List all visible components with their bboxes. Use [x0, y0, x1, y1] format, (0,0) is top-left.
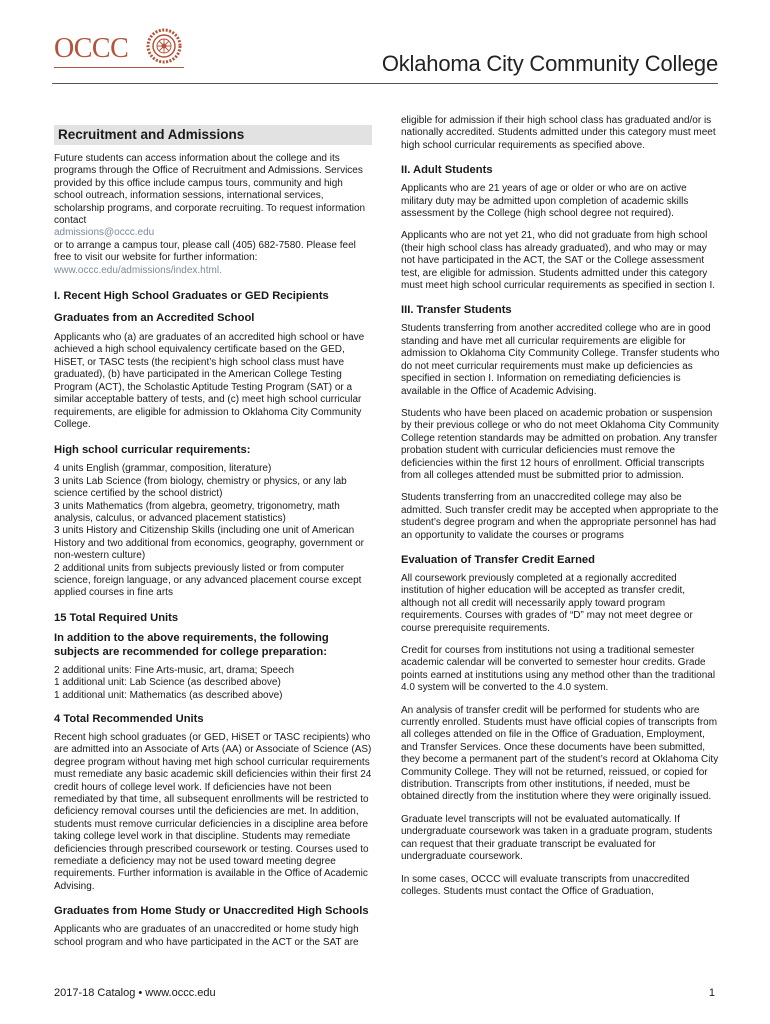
list-item: 2 additional units: Fine Arts-music, art, drama; Speech	[54, 664, 295, 676]
page-title: Oklahoma City Community College	[381, 51, 718, 76]
page-number: 1	[708, 987, 715, 999]
heading-recommended-intro: In addition to the above requirements, the following subjects are recommended for college preparation:	[54, 631, 329, 658]
heading-recent-graduates: I. Recent High School Graduates or GED Recipients	[54, 290, 329, 303]
evaluation-paragraph-2: Credit for courses from institutions not using a traditional semester academic calendar will be converted to semester hour credits. Grade points earned at institutions using any method other than the traditional 4.0 system will be converted to the 4.0 system.	[401, 645, 716, 694]
left-column	[54, 113, 372, 949]
heading-adult-students: II. Adult Students	[401, 164, 493, 177]
heading-curricular-requirements: High school curricular requirements:	[54, 444, 251, 457]
adult-paragraph-1: Applicants who are 21 years of age or older or who are on active military duty may be admitted upon completion of academic skills assessment by the College (high school degree not required).	[401, 183, 689, 220]
home-study-paragraph: Applicants who are graduates of an unaccredited or home study high school program and who have participated in the ACT or the SAT are	[54, 924, 359, 948]
list-item: 1 additional unit: Mathematics (as described above)	[54, 689, 283, 701]
transfer-paragraph-3: Students transferring from an unaccredited college may also be admitted. Such transfer credit may be accepted when appropriate to the student’s degree program and when the appropriate personnel has had an opportunity to validate the courses or programs	[401, 492, 719, 541]
admissions-website-link[interactable]: www.occc.edu/admissions/index.html.	[54, 264, 222, 276]
list-item: 3 units Mathematics (from algebra, geometry, trigonometry, math analysis, calculus, or advanced placement statistics)	[54, 500, 340, 524]
intro-paragraph: Future students can access information about the college and its programs through the Office of Recruitment and Admissions. Services provided by this office include campus tours, community and high school outreach, information sessions, international services, scholarship programs, and corporate recruiting. To request information contact	[54, 153, 366, 227]
tour-paragraph: or to arrange a campus tour, please call (405) 682-7580. Please feel free to visit our website for further information:	[54, 239, 356, 264]
logo-underline	[54, 67, 184, 68]
accredited-paragraph: Applicants who (a) are graduates of an accredited high school or have achieved a high school equivalency certificate based on the GED, HiSET, or TASC tests (the recipient’s high school class must have graduated), (b) have participated in the American College Testing Program (ACT), the Scholastic Aptitude Testing Program (SAT) or a similar acceptable battery of tests, and (c) meet high school curricular requirements, are eligible for admission to Oklahoma City Community College.	[54, 332, 365, 430]
recent-graduates-paragraph: Recent high school graduates (or GED, HiSET or TASC recipients) who are admitted into an Associate of Arts (AA) or Associate of Science (AS) degree program without having met high school curricular requirements must remediate any basic academic skill deficiencies within their first 24 credit hours of college level work. If deficiencies have not been remediated by that time, all subsequent enrollments will be restricted to deficiency removal courses until the deficiencies are met. In addition, students must remove curricular deficiencies in a discipline area before taking college level work in that discipline. Students may remediate deficiencies through prescribed coursework or testing. Courses used to remediate a deficiency may not be used toward meeting degree requirements. Further information is available in the Office of Academic Advising.	[54, 732, 372, 892]
list-item: 1 additional unit: Lab Science (as described above)	[54, 677, 281, 689]
admissions-email-link[interactable]: admissions@occc.edu	[54, 227, 155, 239]
evaluation-paragraph-4: Graduate level transcripts will not be evaluated automatically. If undergraduate coursework was taken in a graduate program, students can request that their graduate transcript be evaluated for undergraduate coursework.	[401, 813, 713, 863]
evaluation-paragraph-3: An analysis of transfer credit will be performed for students who are currently enrolled. Students must have official copies of transcripts from all colleges attended on file in the Office of Graduation, Employment, and Transfer Services. Once these documents have been submitted, they become a permanent part of the student’s record at Oklahoma City Community College. They will not be returned, reissued, or copied for distribution. Transcripts from other institutions, if needed, must be obtained directly from the institution where they were originally issued.	[401, 704, 719, 803]
evaluation-paragraph-1: All coursework previously completed at a regionally accredited institution of higher education will be accepted as transfer credit, although not all credit will necessarily apply toward program requirements. Courses with grades of “D” may not meet degree or course prerequisite requirements.	[401, 572, 693, 634]
section-title: Recruitment and Admissions	[58, 127, 245, 142]
list-item: 3 units History and Citizenship Skills (including one unit of American History and two additional from economics, geography, government or non-western culture)	[54, 525, 364, 562]
heading-total-recommended: 4 Total Recommended Units	[54, 713, 204, 725]
heading-transfer-students: III. Transfer Students	[401, 304, 512, 317]
heading-home-study: Graduates from Home Study or Unaccredited High Schools	[54, 905, 369, 918]
right-column	[401, 115, 721, 898]
list-item: 4 units English (grammar, composition, literature)	[54, 463, 272, 475]
list-item: 3 units Lab Science (from biology, chemistry or physics, or any lab science certified by the school district)	[54, 475, 347, 500]
continued-paragraph: eligible for admission if their high school class has graduated and/or is nationally accredited. Students admitted under this category must meet high school curricular requirements as specified above.	[401, 115, 716, 151]
logo-text: OCCC	[54, 33, 129, 64]
transfer-paragraph-1: Students transferring from another accredited college who are in good standing and have met all curricular requirements are eligible for admission to Oklahoma City Community College. Transfer students who do not meet curricular requirements must make up deficiencies as specified in section I. Information on remediating deficiencies is available in the Office of Academic Advising.	[401, 323, 720, 397]
adult-paragraph-2: Applicants who are not yet 21, who did not graduate from high school (their high school class has already graduated), and who may or may not have participated in the ACT, the SAT or the College assessment test, are eligible for admission. Students admitted under this category must meet high school curricular requirements as specified in section I.	[401, 230, 716, 292]
list-item: 2 additional units from subjects previously listed or from computer science, foreign language, or any advanced placement course except applied courses in fine arts	[54, 562, 362, 599]
heading-evaluation-transfer-credit: Evaluation of Transfer Credit Earned	[401, 553, 595, 566]
evaluation-paragraph-5: In some cases, OCCC will evaluate transcripts from unaccredited colleges. Students must contact the Office of Graduation,	[401, 873, 690, 897]
occc-logo	[54, 25, 189, 71]
curricular-requirements-list	[54, 463, 372, 599]
heading-accredited-school: Graduates from an Accredited School	[54, 312, 255, 325]
transfer-paragraph-2: Students who have been placed on academic probation or suspension by their previous college or who do not meet Oklahoma City Community College retention standards may be admitted on probation. Any transfer probation student with curricular deficiencies must remove the deficiencies within the first 12 hours of enrollment. Official transcripts from all colleges attended must be submitted prior to admission.	[401, 407, 719, 481]
header-divider	[52, 83, 718, 84]
college-seal-icon	[146, 28, 182, 64]
recommended-list	[54, 665, 372, 702]
section-title-bar	[54, 125, 372, 145]
footer-catalog: 2017-18 Catalog • www.occc.edu	[54, 987, 216, 999]
heading-total-required: 15 Total Required Units	[54, 611, 179, 624]
